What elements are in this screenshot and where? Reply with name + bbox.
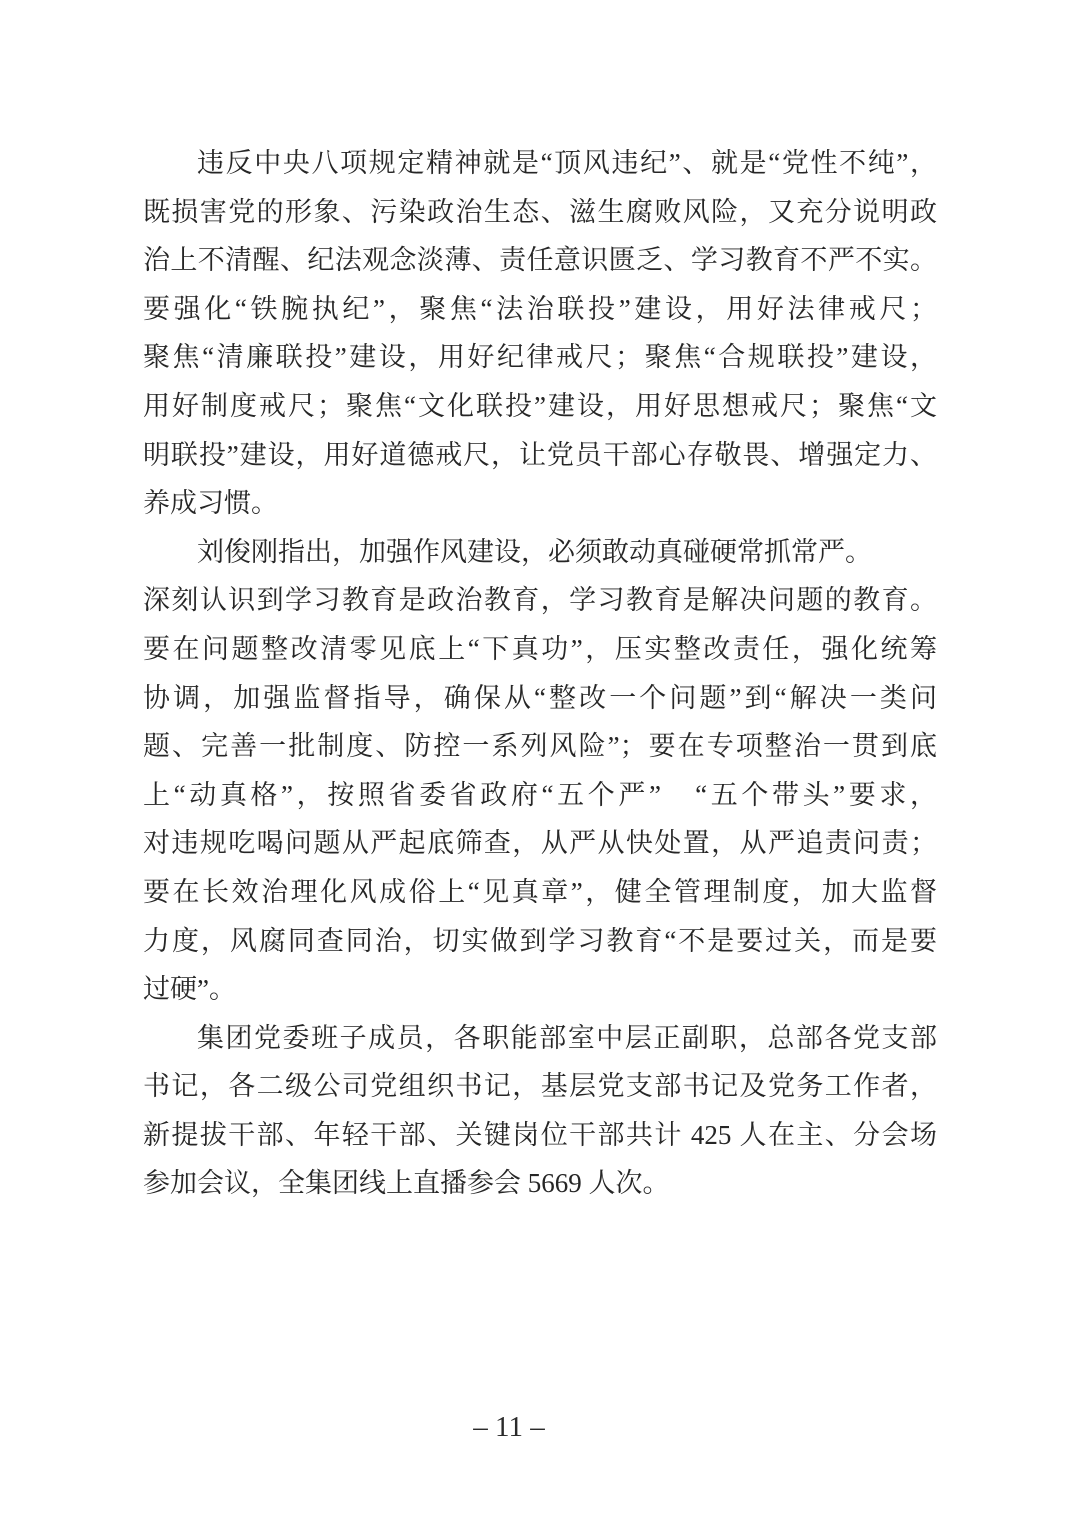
text-line: 要在问题整改清零见底上“下真功”，压实整改责任，强化统筹 — [143, 633, 937, 664]
text-line: 要强化“铁腕执纪”，聚焦“法治联投”建设，用好法律戒尺； — [143, 293, 937, 324]
text-line: 违反中央八项规定精神就是“顶风违纪”、就是“党性不纯”， — [197, 148, 937, 178]
text-line: 聚焦“清廉联投”建设，用好纪律戒尺；聚焦“合规联投”建设， — [143, 342, 937, 373]
page-number: – 11 – — [473, 1411, 545, 1443]
text-line: 用好制度戒尺；聚焦“文化联投”建设，用好思想戒尺；聚焦“文 — [143, 390, 937, 421]
text-line: 刘俊刚指出，加强作风建设，必须敢动真碰硬常抓常严。 — [197, 536, 872, 567]
text-line: 深刻认识到学习教育是政治教育，学习教育是解决问题的教育。 — [143, 585, 937, 616]
text-line: 力度，风腐同查同治，切实做到学习教育“不是要过关，而是要 — [143, 925, 937, 956]
text-line: 要在长效治理化风成俗上“见真章”，健全管理制度，加大监督 — [143, 876, 937, 907]
text-line: 上“动真格”，按照省委省政府“五个严” “五个带头”要求， — [143, 779, 937, 810]
text-line: 书记，各二级公司党组织书记，基层党支部书记及党务工作者， — [143, 1071, 937, 1102]
text-line: 集团党委班子成员，各职能部室中层正副职，总部各党支部 — [197, 1022, 937, 1053]
text-line: 新提拔干部、年轻干部、关键岗位干部共计 425 人在主、分会场 — [143, 1119, 937, 1150]
text-line: 过硬”。 — [143, 974, 236, 1005]
text-line: 既损害党的形象、污染政治生态、滋生腐败风险，又充分说明政 — [143, 196, 937, 227]
text-line: 对违规吃喝问题从严起底筛查，从严从快处置，从严追责问责； — [143, 828, 937, 859]
text-line: 养成习惯。 — [143, 488, 278, 519]
text-line: 治上不清醒、纪法观念淡薄、责任意识匮乏、学习教育不严不实。 — [143, 245, 937, 276]
text-line: 参加会议，全集团线上直播参会 5669 人次。 — [143, 1168, 670, 1199]
text-line: 协调，加强监督指导，确保从“整改一个问题”到“解决一类问 — [143, 682, 937, 713]
text-line: 明联投”建设，用好道德戒尺，让党员干部心存敬畏、增强定力、 — [143, 439, 937, 470]
document-body — [143, 139, 937, 1208]
text-line: 题、完善一批制度、防控一系列风险”；要在专项整治一贯到底 — [143, 731, 937, 762]
